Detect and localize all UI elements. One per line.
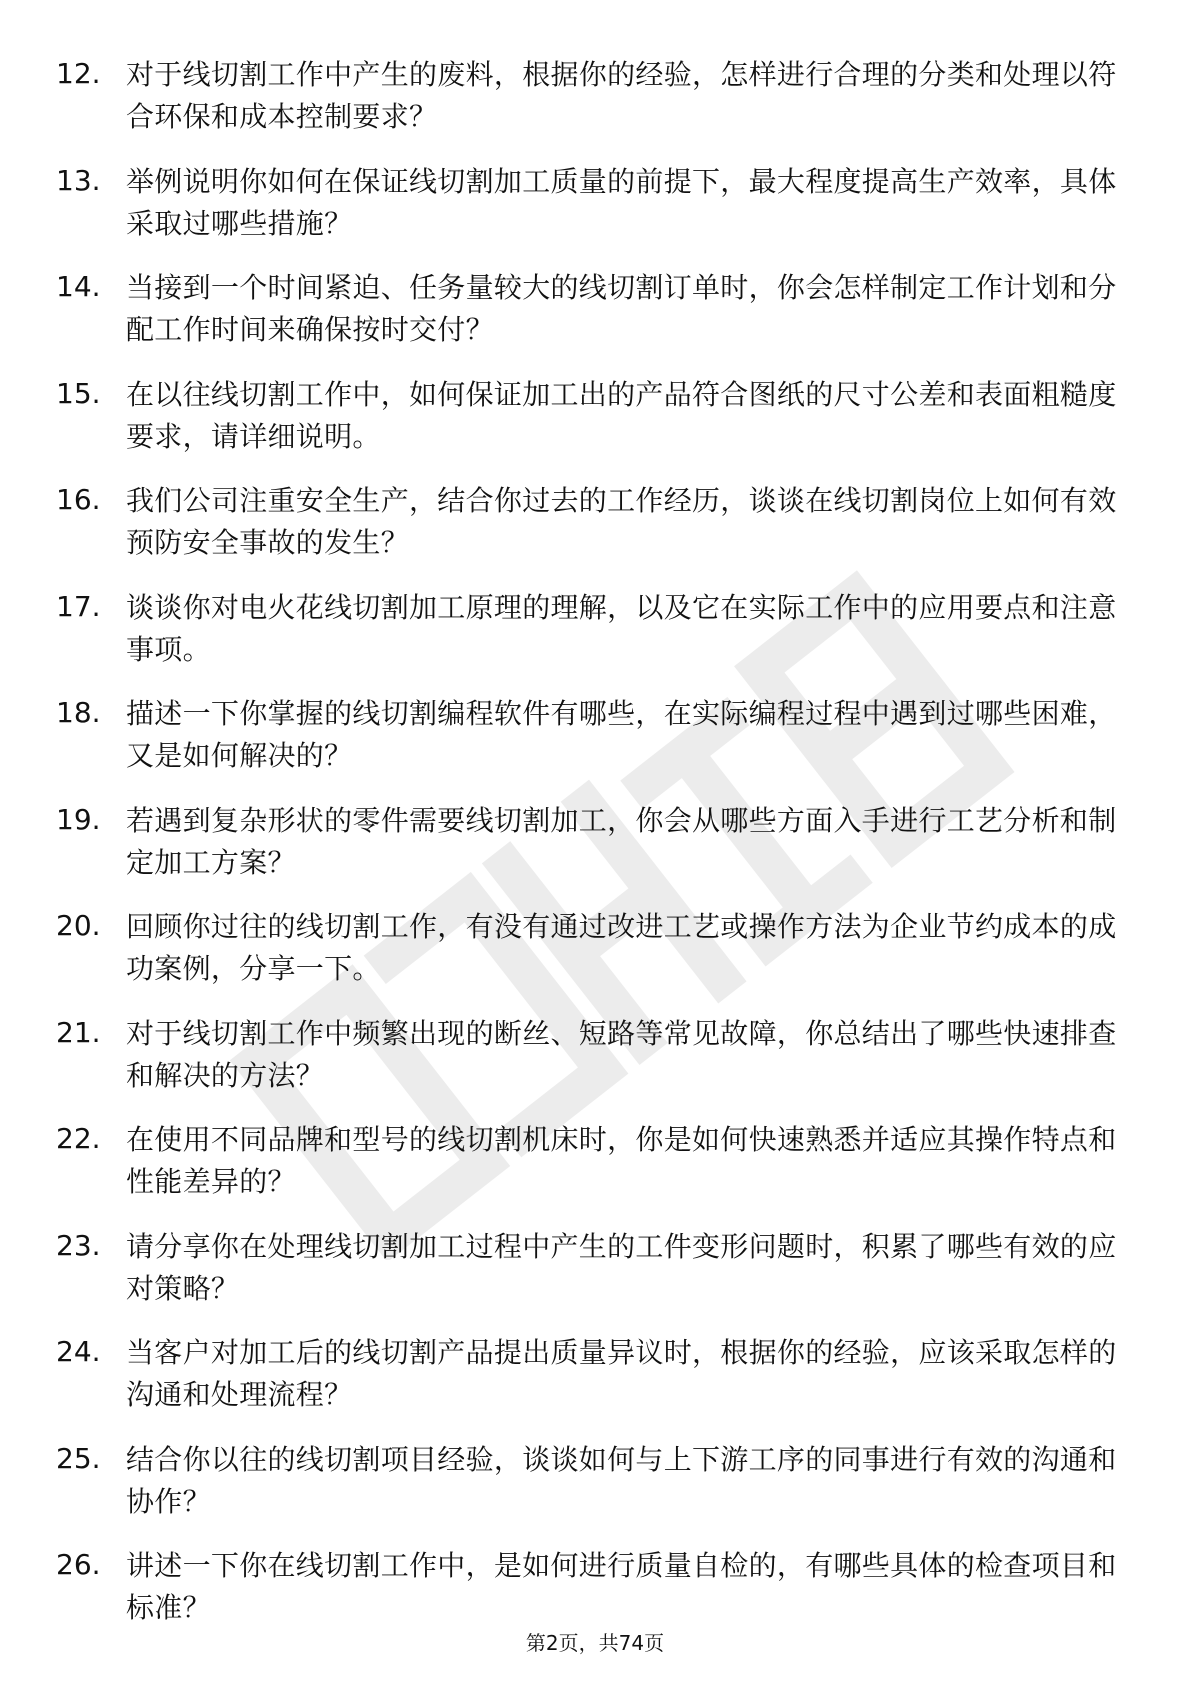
question-item xyxy=(56,1113,1126,1220)
question-item xyxy=(56,794,1126,901)
page-footer xyxy=(0,1630,1190,1656)
question-text: 当接到一个时间紧迫、任务量较大的线切割订单时，你会怎样制定工作计划和分配工作时间来确保按时交付？ xyxy=(126,271,1117,346)
question-number: 22. xyxy=(56,1122,101,1155)
question-item xyxy=(56,1433,1126,1540)
question-text: 对于线切割工作中产生的废料，根据你的经验，怎样进行合理的分类和处理以符合环保和成本控制要求？ xyxy=(126,58,1117,133)
question-item xyxy=(56,474,1126,581)
question-text: 请分享你在处理线切割加工过程中产生的工件变形问题时，积累了哪些有效的应对策略？ xyxy=(126,1229,1117,1305)
question-number: 14. xyxy=(56,270,101,303)
question-number: 26. xyxy=(56,1548,101,1581)
question-number: 19. xyxy=(56,802,101,836)
question-text: 当客户对加工后的线切割产品提出质量异议时，根据你的经验，应该采取怎样的沟通和处理流程？ xyxy=(126,1336,1117,1411)
page-number-label: 第2页，共74页 xyxy=(525,1631,665,1655)
question-item xyxy=(56,1326,1126,1433)
question-number: 16. xyxy=(56,483,101,516)
question-item xyxy=(56,1007,1126,1114)
question-item xyxy=(56,1220,1126,1327)
question-number: 17. xyxy=(56,589,101,623)
question-number: 18. xyxy=(56,696,101,729)
question-number: 12. xyxy=(56,57,101,90)
question-item xyxy=(56,48,1126,155)
question-number: 21. xyxy=(56,1015,101,1049)
question-text: 对于线切割工作中频繁出现的断丝、短路等常见故障，你总结出了哪些快速排查和解决的方法？ xyxy=(126,1016,1117,1092)
question-text: 在以往线切割工作中，如何保证加工出的产品符合图纸的尺寸公差和表面粗糙度要求，请详细说明。 xyxy=(126,377,1117,453)
question-number: 15. xyxy=(56,376,101,410)
question-number: 24. xyxy=(56,1335,101,1368)
question-text: 谈谈你对电火花线切割加工原理的理解，以及它在实际工作中的应用要点和注意事项。 xyxy=(126,590,1117,666)
question-text: 描述一下你掌握的线切割编程软件有哪些，在实际编程过程中遇到过哪些困难，又是如何解决的？ xyxy=(126,697,1117,772)
question-text: 若遇到复杂形状的零件需要线切割加工，你会从哪些方面入手进行工艺分析和制定加工方案？ xyxy=(126,803,1117,879)
question-item xyxy=(56,900,1126,1007)
question-text: 在使用不同品牌和型号的线切割机床时，你是如何快速熟悉并适应其操作特点和性能差异的？ xyxy=(126,1123,1117,1198)
question-text: 讲述一下你在线切割工作中，是如何进行质量自检的，有哪些具体的检查项目和标准？ xyxy=(126,1549,1117,1624)
question-item xyxy=(56,155,1126,262)
question-number: 13. xyxy=(56,163,101,197)
question-text: 我们公司注重安全生产，结合你过去的工作经历，谈谈在线切割岗位上如何有效预防安全事故的发生？ xyxy=(126,484,1117,559)
question-text: 结合你以往的线切割项目经验，谈谈如何与上下游工序的同事进行有效的沟通和协作？ xyxy=(126,1442,1117,1518)
question-number: 25. xyxy=(56,1441,101,1475)
question-text: 回顾你过往的线切割工作，有没有通过改进工艺或操作方法为企业节约成本的成功案例，分享一下。 xyxy=(126,910,1117,985)
question-text: 举例说明你如何在保证线切割加工质量的前提下，最大程度提高生产效率，具体采取过哪些措施？ xyxy=(126,164,1117,240)
question-list xyxy=(56,48,1126,1646)
question-item xyxy=(56,581,1126,688)
question-item xyxy=(56,687,1126,794)
question-number: 23. xyxy=(56,1228,101,1262)
question-item xyxy=(56,368,1126,475)
question-number: 20. xyxy=(56,909,101,942)
question-item xyxy=(56,261,1126,368)
